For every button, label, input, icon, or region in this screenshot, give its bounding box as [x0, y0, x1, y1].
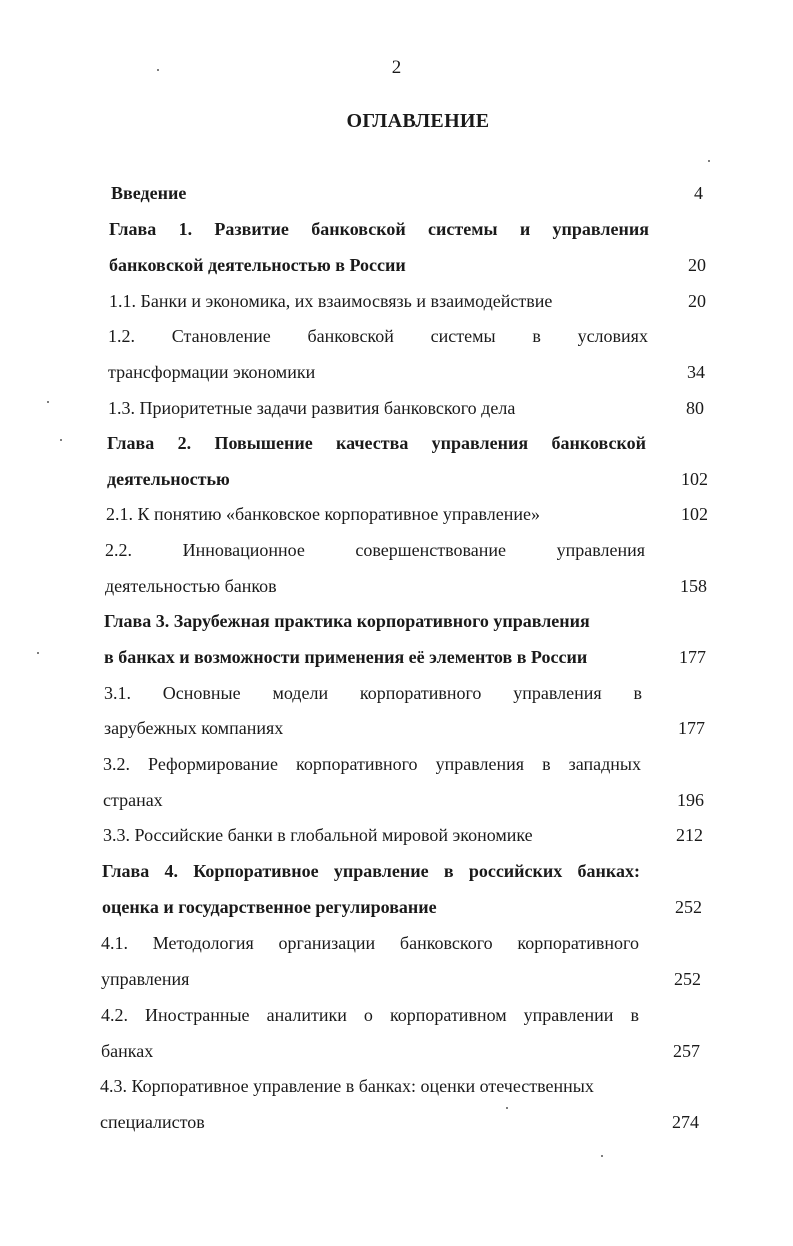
toc-page-1-3: 80: [686, 398, 704, 418]
toc-entry-4-3-line1: 4.3. Корпоративное управление в банках: оценки отечественных: [100, 1076, 594, 1096]
toc-page-intro: 4: [694, 183, 703, 203]
scan-speck: [37, 652, 39, 654]
toc-entry-chapter-1-line2: банковской деятельностью в России: [109, 255, 406, 275]
toc-entry-4-2-line2: банках: [101, 1041, 154, 1061]
toc-page-3-2: 196: [677, 790, 704, 810]
toc-entry-1-2-line2: трансформации экономики: [108, 362, 316, 382]
scan-speck: [47, 401, 49, 403]
toc-entry-4-1-line1: 4.1. Методология организации банковского корпоративного: [101, 933, 639, 953]
toc-entry-1-1: 1.1. Банки и экономика, их взаимосвязь и взаимодействие: [109, 291, 553, 311]
toc-entry-1-3: 1.3. Приоритетные задачи развития банковского дела: [108, 398, 516, 418]
toc-entry-2-2-line2: деятельностью банков: [105, 576, 277, 596]
toc-page-chapter-4: 252: [675, 897, 702, 917]
toc-entry-3-3: 3.3. Российские банки в глобальной мировой экономике: [103, 825, 533, 845]
toc-page-4-3: 274: [672, 1112, 699, 1132]
toc-entry-chapter-4-line2: оценка и государственное регулирование: [102, 897, 437, 917]
toc-entry-3-2-line2: странах: [103, 790, 163, 810]
toc-page-4-1: 252: [674, 969, 701, 989]
toc-entry-4-1-line2: управления: [101, 969, 190, 989]
toc-entry-intro: Введение: [111, 183, 187, 203]
page-number: 2: [391, 57, 402, 78]
toc-entry-2-1: 2.1. К понятию «банковское корпоративное управление»: [106, 504, 540, 524]
scan-speck: [506, 1107, 508, 1109]
toc-page-4-2: 257: [673, 1041, 700, 1061]
page-title: ОГЛАВЛЕНИЕ: [346, 110, 490, 132]
toc-entry-chapter-2-line1: Глава 2. Повышение качества управления банковской: [107, 433, 646, 453]
toc-entry-chapter-2-line2: деятельностью: [107, 469, 230, 489]
toc-entry-4-3-line2: специалистов: [100, 1112, 205, 1132]
toc-entry-3-1-line1: 3.1. Основные модели корпоративного управления в: [104, 683, 642, 703]
toc-entry-3-1-line2: зарубежных компаниях: [104, 718, 284, 738]
toc-entry-chapter-4-line1: Глава 4. Корпоративное управление в российских банках:: [102, 861, 640, 881]
toc-page-chapter-3: 177: [679, 647, 706, 667]
scan-speck: [157, 69, 159, 71]
toc-page-3-1: 177: [678, 718, 705, 738]
scan-speck: [60, 439, 62, 441]
toc-entry-chapter-1-line1: Глава 1. Развитие банковской системы и управления: [109, 219, 649, 239]
toc-page-1-1: 20: [688, 291, 706, 311]
toc-entry-4-2-line1: 4.2. Иностранные аналитики о корпоративном управлении в: [101, 1005, 639, 1025]
toc-page-2-1: 102: [681, 504, 708, 524]
toc-entry-2-2-line1: 2.2. Инновационное совершенствование управления: [105, 540, 645, 560]
toc-page-chapter-2: 102: [681, 469, 708, 489]
toc-page-3-3: 212: [676, 825, 703, 845]
toc-page-2-2: 158: [680, 576, 707, 596]
scan-speck: [601, 1155, 603, 1157]
toc-entry-chapter-3-line2: в банках и возможности применения её элементов в России: [104, 647, 588, 667]
toc-entry-1-2-line1: 1.2. Становление банковской системы в условиях: [108, 326, 648, 346]
toc-entry-3-2-line1: 3.2. Реформирование корпоративного управления в западных: [103, 754, 641, 774]
toc-page-1-2: 34: [687, 362, 705, 382]
toc-entry-chapter-3-line1: Глава 3. Зарубежная практика корпоративного управления: [104, 611, 590, 631]
scan-speck: [708, 160, 710, 162]
toc-page-chapter-1: 20: [688, 255, 706, 275]
